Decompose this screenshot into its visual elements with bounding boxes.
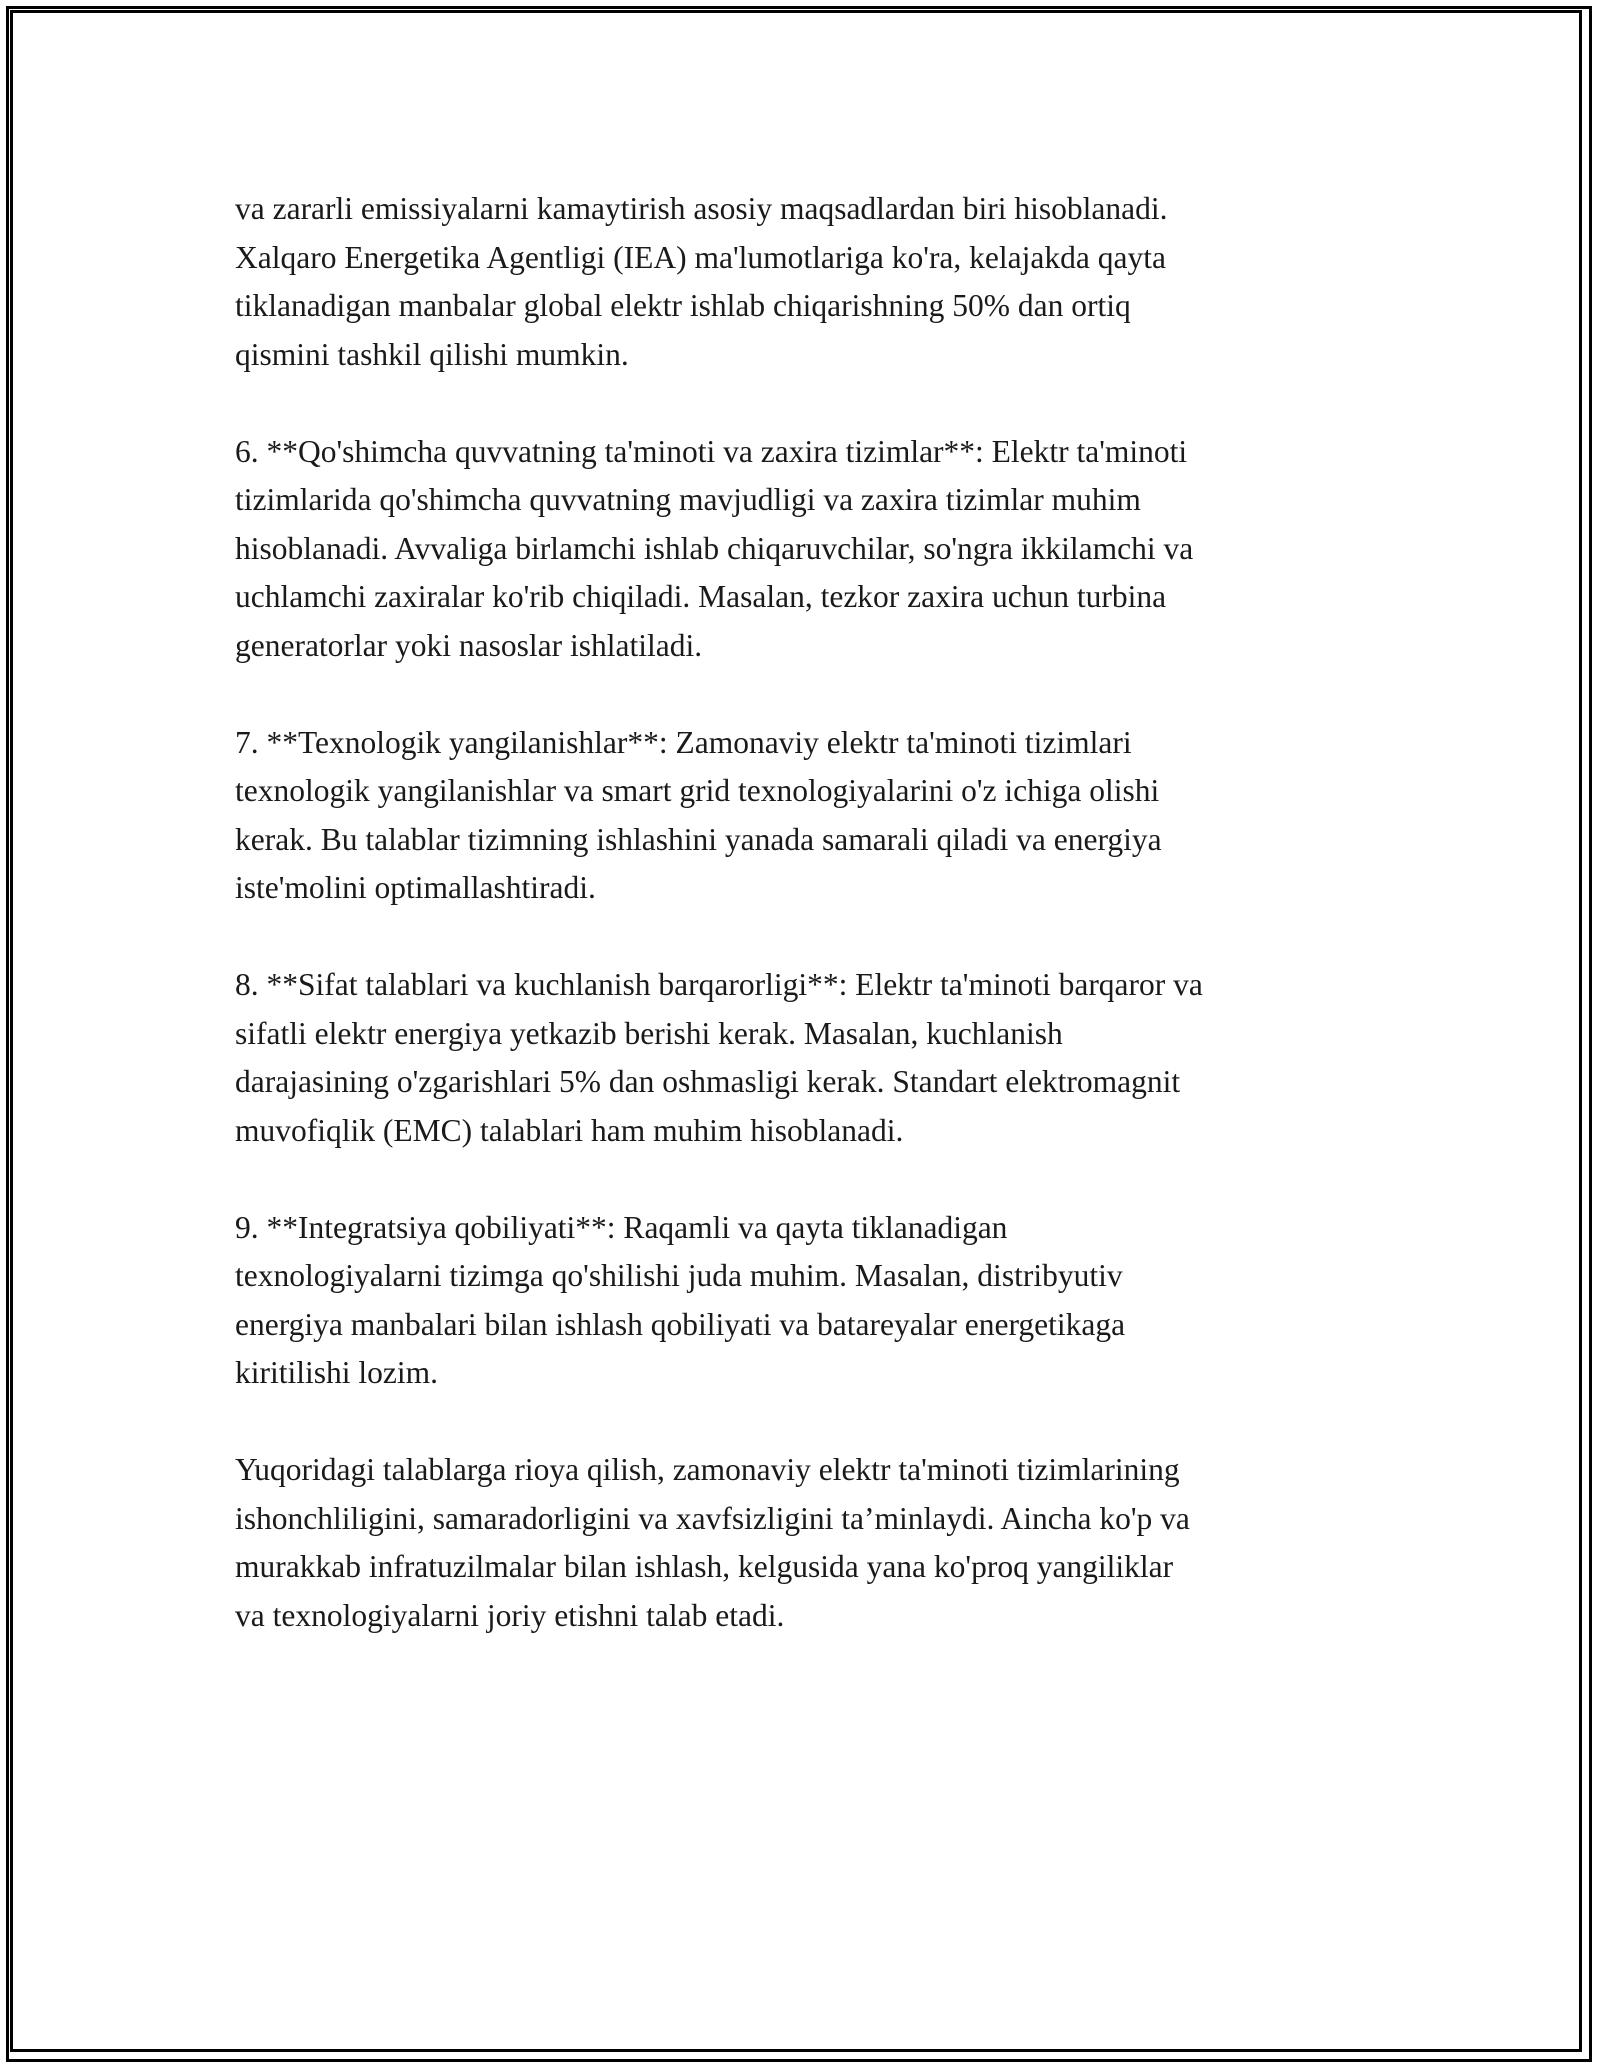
paragraph-item-7: [235, 719, 1415, 913]
text-line: sifatli elektr energiya yetkazib berishi kerak. Masalan, kuchlanish: [235, 1015, 1063, 1051]
text-line: texnologiyalarni tizimga qo'shilishi juda muhim. Masalan, distribyutiv: [235, 1258, 1123, 1293]
text-line: 9. **Integratsiya qobiliyati**: Raqamli va qayta tiklanadigan: [235, 1209, 1008, 1245]
text-line: va zararli emissiyalarni kamaytirish asosiy maqsadlardan biri hisoblanadi.: [235, 191, 1168, 226]
text-line: Yuqoridagi talablarga rioya qilish, zamonaviy elektr ta'minoti tizimlarining: [235, 1452, 1180, 1487]
paragraph-item-6: [235, 428, 1415, 671]
paragraph-conclusion: [235, 1446, 1415, 1640]
text-line: generatorlar yoki nasoslar ishlatiladi.: [235, 627, 703, 663]
paragraph-item-8: [235, 961, 1415, 1155]
paragraph-intro: [235, 185, 1415, 379]
text-line: uchlamchi zaxiralar ko'rib chiqiladi. Masalan, tezkor zaxira uchun turbina: [235, 579, 1167, 614]
text-line: 8. **Sifat talablari va kuchlanish barqarorligi**: Elektr ta'minoti barqaror va: [235, 967, 1203, 1002]
text-line: energiya manbalari bilan ishlash qobiliyati va batareyalar energetikaga: [235, 1306, 1126, 1342]
text-line: kiritilishi lozim.: [235, 1355, 438, 1390]
text-line: 6. **Qo'shimcha quvvatning ta'minoti va zaxira tizimlar**: Elektr ta'minoti: [235, 433, 1188, 469]
text-line: murakkab infratuzilmalar bilan ishlash, kelgusida yana ko'proq yangiliklar: [235, 1549, 1174, 1584]
text-line: 7. **Texnologik yangilanishlar**: Zamonaviy elektr ta'minoti tizimlari: [235, 724, 1132, 760]
document-body: [235, 185, 1415, 1689]
text-line: iste'molini optimallashtiradi.: [235, 870, 596, 905]
text-line: muvofiqlik (EMC) talablari ham muhim hisoblanadi.: [235, 1112, 904, 1148]
text-line: kerak. Bu talablar tizimning ishlashini yanada samarali qiladi va energiya: [235, 821, 1162, 857]
text-line: tiklanadigan manbalar global elektr ishlab chiqarishning 50% dan ortiq: [235, 288, 1131, 323]
text-line: Xalqaro Energetika Agentligi (IEA) ma'lumotlariga ko'ra, kelajakda qayta: [235, 239, 1166, 275]
text-line: ishonchliligini, samaradorligini va xavfsizligini ta’minlaydi. Aincha ko'p va: [235, 1500, 1190, 1536]
paragraph-item-9: [235, 1204, 1415, 1398]
text-line: qismini tashkil qilishi mumkin.: [235, 336, 629, 372]
text-line: darajasining o'zgarishlari 5% dan oshmasligi kerak. Standart elektromagnit: [235, 1064, 1181, 1099]
text-line: tizimlarida qo'shimcha quvvatning mavjudligi va zaxira tizimlar muhim: [235, 482, 1141, 517]
text-line: va texnologiyalarni joriy etishni talab etadi.: [235, 1597, 785, 1633]
text-line: texnologik yangilanishlar va smart grid texnologiyalarini o'z ichiga olishi: [235, 773, 1160, 808]
text-line: hisoblanadi. Avvaliga birlamchi ishlab chiqaruvchilar, so'ngra ikkilamchi va: [235, 530, 1194, 566]
